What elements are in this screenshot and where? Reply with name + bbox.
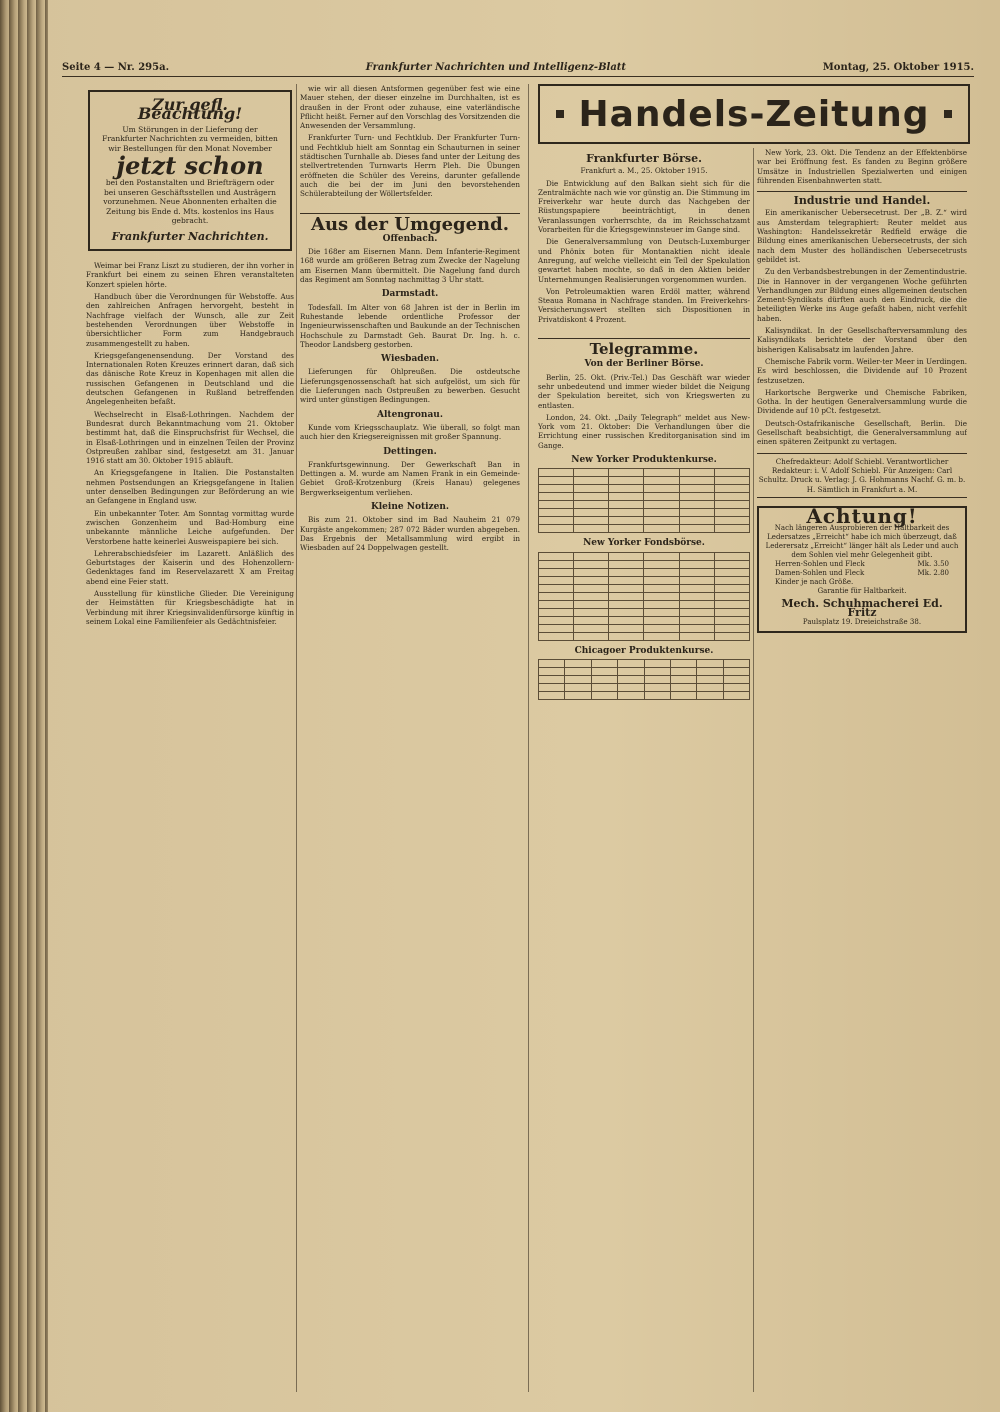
- table-cell: [644, 576, 679, 584]
- table-cell: [609, 600, 644, 608]
- table-cell: [609, 485, 644, 493]
- table-cell: [714, 517, 749, 525]
- table-cell: [644, 469, 679, 477]
- page-header: [62, 58, 974, 77]
- header-center: Frankfurter Nachrichten und Intelligenz-Blatt: [365, 61, 627, 73]
- price-value: Mk. 3.50: [917, 560, 949, 569]
- table-cell: [591, 675, 617, 683]
- table-cell: [609, 509, 644, 517]
- table-row: [539, 659, 750, 667]
- table-cell: [591, 683, 617, 691]
- table-cell: [574, 584, 609, 592]
- achtung-address: Paulsplatz 19. Dreieichstraße 38.: [802, 617, 922, 626]
- column-1-articles: [86, 261, 294, 626]
- table-cell: [670, 691, 696, 699]
- table-cell: [574, 592, 609, 600]
- ny-products-title: New Yorker Produktenkurse.: [571, 455, 717, 466]
- masthead-title: Handels-Zeitung: [578, 93, 930, 135]
- table-cell: [574, 485, 609, 493]
- table-cell: [618, 683, 644, 691]
- table-cell: [714, 584, 749, 592]
- table-cell: [644, 675, 670, 683]
- table-cell: [539, 485, 574, 493]
- table-row: [539, 576, 750, 584]
- table-cell: [714, 469, 749, 477]
- table-cell: [539, 683, 565, 691]
- handels-zeitung-masthead: [538, 84, 970, 144]
- table-cell: [539, 560, 574, 568]
- article-paragraph: Wechselrecht in Elsaß-Lothringen. Nachdem der Bundesrat durch Bekanntmachung vom 21. Oktober bestimmt hat, daß die Einspruchsfrist für Wechsel, die in Elsaß-Lothringen und in einzelnen Teilen der Provinz Ostpreußen zahlbar sind, festgesetzt am 31. Januar 1916 statt am 30. Oktober 1915 abläuft.: [86, 409, 294, 466]
- table-cell: [723, 667, 749, 675]
- table-cell: [618, 675, 644, 683]
- table-cell: [714, 608, 749, 616]
- table-cell: [679, 509, 714, 517]
- table-cell: [714, 485, 749, 493]
- town-heading: Darmstadt.: [381, 289, 439, 300]
- article-paragraph: Kalisyndikat. In der Gesellschafterversammlung des Kalisyndikats berichtete der Vorstand über den bisherigen Kalisabsatz im laufenden Jahre.: [757, 326, 967, 354]
- table-cell: [679, 576, 714, 584]
- table-cell: [539, 675, 565, 683]
- table-cell: [644, 552, 679, 560]
- table-cell: [539, 477, 574, 485]
- boerse-articles: [538, 179, 750, 324]
- table-cell: [539, 632, 574, 640]
- telegramme-subtitle: Von der Berliner Börse.: [584, 359, 704, 370]
- subscription-notice: [88, 90, 292, 251]
- notice-text-2: bei den Postanstalten und Briefträgern oder bei unseren Geschäftsstellen und Austrägern vorzunehmen. Neue Abonnenten erhalten die Zeitung bis Ende d. Mts. kostenlos ins Haus gebracht.: [103, 178, 277, 226]
- article-paragraph: Handbuch über die Verordnungen für Webstoffe. Aus den zahlreichen Anfragen hervorgeht, besteht in Nachfrage vielfach der Wunsch, alle zur Zeit bestehenden Verordnungen über Webstoffe in übersichtlicher Form zum Handgebrauch zusammengestellt zu haben.: [86, 292, 294, 348]
- price-row: [765, 569, 959, 578]
- table-cell: [574, 616, 609, 624]
- achtung-text: Nach längeren Ausprobieren der Haltbarkeit des Ledersatzes „Erreicht“ habe ich mich überzeugt, daß Lederersatz „Erreicht“ länger hält als Leder und auch dem Sohlen viel mehr Gelegenheit gibt.: [765, 524, 959, 560]
- table-row: [539, 683, 750, 691]
- article-paragraph: Die Entwicklung auf den Balkan sieht sich für die Zentralmächte nach wie vor günstig an. Die Stimmung im Freiverkehr war heute durch das Nachgeben der Rüstungspapiere beeinträchtigt, in denen Veranlassungen vorherrschte, da im Reichsschatzamt Vorarbeiten für die Kriegsgewinnsteuer im Gange sind.: [538, 178, 750, 235]
- table-cell: [670, 675, 696, 683]
- table-cell: [697, 691, 723, 699]
- table-cell: [723, 683, 749, 691]
- table-cell: [539, 691, 565, 699]
- telegramme-title: Telegramme.: [538, 338, 750, 354]
- table-cell: [644, 592, 679, 600]
- table-cell: [714, 477, 749, 485]
- table-cell: [574, 493, 609, 501]
- table-row: [539, 525, 750, 533]
- table-cell: [609, 560, 644, 568]
- table-cell: [574, 624, 609, 632]
- article-paragraph: Chemische Fabrik vorm. Weiler-ter Meer in Uerdingen. Es wird beschlossen, die Dividende auf 10 Prozent festzusetzen.: [757, 356, 967, 385]
- town-heading: Wiesbaden.: [381, 354, 439, 365]
- table-cell: [714, 525, 749, 533]
- article-paragraph: An Kriegsgefangene in Italien. Die Postanstalten nehmen Postsendungen an Kriegsgefangene in Italien unter denselben Bedingungen zur Beförderung an wie an Gefangene in England usw.: [86, 468, 294, 506]
- table-cell: [565, 691, 591, 699]
- table-row: [539, 509, 750, 517]
- table-cell: [618, 659, 644, 667]
- achtung-title: Achtung!: [806, 503, 918, 528]
- table-row: [539, 477, 750, 485]
- table-cell: [539, 493, 574, 501]
- article-paragraph: New York, 23. Okt. Die Tendenz an der Effektenbörse war bei Eröffnung fest. Es fanden zu Beginn größere Umsätze in Industriellen Spezialwerten und einigen führenden Eisenbahnwerten statt.: [757, 148, 967, 185]
- achtung-guarantee: Garantie für Haltbarkeit.: [817, 587, 907, 596]
- header-right: Montag, 25. Oktober 1915.: [822, 61, 974, 73]
- table-cell: [679, 517, 714, 525]
- table-cell: [644, 568, 679, 576]
- table-row: [539, 485, 750, 493]
- table-cell: [565, 659, 591, 667]
- article-paragraph: Ein unbekannter Toter. Am Sonntag vormittag wurde zwischen Gonzenheim und Bad-Homburg eine unbekannte männliche Leiche aufgefunden. Der Verstorbene hatte keinerlei Ausweispapiere bei sich.: [86, 508, 294, 546]
- table-cell: [644, 683, 670, 691]
- table-row: [539, 501, 750, 509]
- table-cell: [574, 600, 609, 608]
- umgegend-articles: [300, 235, 520, 553]
- ny-report: [757, 148, 967, 185]
- table-row: [539, 632, 750, 640]
- table-row: [539, 584, 750, 592]
- article-paragraph: Ausstellung für künstliche Glieder. Die Vereinigung der Heimstätten für Kriegsbeschädigte hat in Verbindung mit ihrer Kriegsinvalidenfürsorge künftig in seinem Lokal eine Familienfeier als Gedächtnisfeier.: [86, 588, 294, 626]
- table-cell: [609, 584, 644, 592]
- table-cell: [609, 592, 644, 600]
- table-cell: [679, 600, 714, 608]
- table-cell: [644, 659, 670, 667]
- table-row: [539, 691, 750, 699]
- masthead-ornament: [556, 110, 564, 118]
- price-label: Kinder je nach Größe.: [775, 578, 854, 587]
- table-cell: [574, 632, 609, 640]
- table-cell: [697, 683, 723, 691]
- masthead-ornament: [944, 110, 952, 118]
- notice-signature: Frankfurter Nachrichten.: [111, 229, 269, 243]
- article-paragraph: Ein amerikanischer Uebersecetrust. Der „B. Z.“ wird aus Amsterdam telegraphiert: Reuter meldet aus Washington: Handelssekretär Redfield erwäge die Bildung eines amerikanischen Uebersecetrusts, der sich nach dem Muster des holländischen Uebersecetrusts gebildet ist.: [757, 208, 967, 264]
- table-cell: [539, 608, 574, 616]
- table-row: [539, 560, 750, 568]
- table-cell: [679, 501, 714, 509]
- chicago-table: [538, 659, 750, 700]
- table-cell: [714, 632, 749, 640]
- table-cell: [539, 509, 574, 517]
- table-cell: [644, 632, 679, 640]
- article-paragraph: Weimar bei Franz Liszt zu studieren, der ihn vorher in Frankfurt bei einem zu seinen Ehren veranstalteten Konzert spielen hörte.: [86, 261, 294, 289]
- table-cell: [644, 616, 679, 624]
- table-cell: [714, 616, 749, 624]
- table-cell: [644, 624, 679, 632]
- table-cell: [679, 608, 714, 616]
- article-paragraph: Bis zum 21. Oktober sind im Bad Nauheim 21 079 Kurgäste angekommen; 287 072 Bäder wurden abgegeben. Das Ergebnis der Metallsammlung wird ergibt in Wiesbaden auf 24 Doppelwagen gestellt.: [300, 515, 520, 553]
- notice-big: jetzt schon: [116, 151, 264, 181]
- header-left: Seite 4 — Nr. 295a.: [62, 61, 170, 73]
- column-rule: [753, 148, 754, 1392]
- table-cell: [574, 501, 609, 509]
- table-row: [539, 616, 750, 624]
- article-paragraph: Die 168er am Eisernen Mann. Dem Infanterie-Regiment 168 wurde am größeren Betrag zum Zwecke der Nagelung am Eisernen Mann übermittelt. Die Nagelung fand durch das Regiment am Sonntag nachmittag 3 Uhr statt.: [300, 247, 520, 285]
- table-row: [539, 469, 750, 477]
- table-cell: [591, 667, 617, 675]
- boerse-dateline: Frankfurt a. M., 25. Oktober 1915.: [580, 166, 708, 176]
- column-rule: [296, 84, 297, 1392]
- table-cell: [574, 568, 609, 576]
- table-cell: [644, 501, 679, 509]
- article-paragraph: Deutsch-Ostafrikanische Gesellschaft, Berlin. Die Gesellschaft beabsichtigt, die Generalversammlung auf einen späteren Zeitpunkt zu vertagen.: [757, 418, 967, 447]
- table-cell: [644, 608, 679, 616]
- column-2-articles: [300, 84, 520, 199]
- table-cell: [539, 517, 574, 525]
- table-cell: [679, 632, 714, 640]
- table-cell: [644, 600, 679, 608]
- table-cell: [679, 469, 714, 477]
- price-label: Damen-Sohlen und Fleck: [775, 569, 865, 578]
- article-paragraph: Zu den Verbandsbestrebungen in der Zementindustrie. Die in Hannover in der vergangenen Woche geführten Verhandlungen zur Bildung eines allgemeinen deutschen Zement-Syndikats dürften auch den Eindruck, die die beteiligten Werke ins Auge gefaßt haben, nicht verfehlt haben.: [757, 267, 967, 323]
- article-paragraph: Frankfurter Turn- und Fechtklub. Der Frankfurter Turn- und Fechtklub hielt am Sonntag ein Schauturnen in seiner städtischen Turnhalle ab. Dieses fand unter der Leitung des stellvertretenden Turnwarts Herrn Pleh. Die Übungen eröffneten die Schüler des Vereins, darunter gefallende auch die bei der im Juni den bevorstehenden Schülerabteilung der Wöllertsfelder.: [300, 133, 520, 199]
- boerse-title: Frankfurter Börse.: [586, 152, 702, 165]
- table-cell: [679, 616, 714, 624]
- table-cell: [697, 659, 723, 667]
- table-cell: [609, 501, 644, 509]
- table-cell: [539, 576, 574, 584]
- table-cell: [574, 477, 609, 485]
- table-cell: [644, 493, 679, 501]
- town-heading: Dettingen.: [383, 446, 437, 457]
- table-cell: [714, 592, 749, 600]
- article-paragraph: Von Petroleumaktien waren Erdöl matter, während Steaua Romana in Nachfrage standen. Im Freiverkehrs-Versicherungswert stellten sich Dispositionen in Privatdiskont 4 Prozent.: [538, 286, 750, 324]
- table-cell: [723, 675, 749, 683]
- table-row: [539, 568, 750, 576]
- town-heading: Altengronau.: [377, 409, 443, 420]
- industrie-articles: [757, 208, 967, 446]
- table-cell: [714, 568, 749, 576]
- table-cell: [609, 632, 644, 640]
- table-cell: [591, 691, 617, 699]
- table-cell: [679, 568, 714, 576]
- achtung-firm: Mech. Schuhmacherei Ed. Fritz: [781, 597, 943, 620]
- telegramme-articles: [538, 373, 750, 450]
- table-cell: [574, 517, 609, 525]
- table-cell: [714, 552, 749, 560]
- table-cell: [714, 493, 749, 501]
- ny-stocks-table: [538, 552, 750, 641]
- table-cell: [539, 592, 574, 600]
- table-cell: [618, 691, 644, 699]
- table-cell: [609, 493, 644, 501]
- table-cell: [679, 624, 714, 632]
- table-cell: [723, 659, 749, 667]
- table-cell: [644, 517, 679, 525]
- table-cell: [609, 624, 644, 632]
- article-paragraph: Lehrerabschiedsfeier im Lazarett. Anläßlich des Geburtstages der Kaiserin und des Hohenzollern-Gedenktages fand im Reservelazarett X am Freitag abend eine Feier statt.: [86, 548, 294, 586]
- article-paragraph: Frankfurtsgewinnung. Der Gewerkschaft Ban in Dettingen a. M. wurde am Namen Frank in ein Gemeinde-Gebiet Groß-Krotzenburg (Kreis Hanau) gelegenes Bergwerkseigentum verliehen.: [300, 459, 520, 497]
- table-row: [539, 493, 750, 501]
- article-paragraph: Lieferungen für Ohlpreußen. Die ostdeutsche Lieferungsgenossenschaft hat sich aufgelöst, um sich für die Lieferungen nach Ostpreußen zu bewerben. Gesucht wird unter günstigen Bedingungen.: [300, 367, 520, 405]
- table-cell: [670, 667, 696, 675]
- table-cell: [714, 576, 749, 584]
- table-cell: [714, 624, 749, 632]
- table-cell: [539, 584, 574, 592]
- table-cell: [714, 501, 749, 509]
- column-4: [757, 148, 967, 1388]
- town-heading: Offenbach.: [382, 233, 438, 244]
- table-cell: [679, 485, 714, 493]
- table-row: [539, 608, 750, 616]
- town-heading: Kleine Notizen.: [370, 501, 450, 512]
- table-cell: [618, 667, 644, 675]
- industrie-title: Industrie und Handel.: [757, 191, 967, 205]
- table-cell: [565, 675, 591, 683]
- telegram-paragraph: London, 24. Okt. „Daily Telegraph“ meldet aus New-York vom 21. Oktober: Die Verhandlungen über die Errichtung einer russischen Kreditorganisation sind im Gange.: [538, 412, 750, 450]
- table-cell: [574, 469, 609, 477]
- table-cell: [565, 683, 591, 691]
- table-row: [539, 667, 750, 675]
- article-paragraph: Kriegsgefangenensendung. Der Vorstand des Internationalen Roten Kreuzes erinnert daran, daß sich das dänische Rote Kreuz in Kopenhagen mit allen die russischen Gefangenen in Deutschland und die deutschen Gefangenen in Rußland betreffenden Angelegenheiten befaßt.: [86, 350, 294, 407]
- table-cell: [697, 667, 723, 675]
- table-cell: [609, 477, 644, 485]
- table-cell: [539, 624, 574, 632]
- column-2: [300, 84, 520, 1384]
- table-cell: [539, 469, 574, 477]
- article-paragraph: Harkortsche Bergwerke und Chemische Fabriken, Gotha. In der heutigen Generalversammlung wurde die Dividende auf 10 pCt. festgesetzt.: [757, 387, 967, 416]
- ny-products-table: [538, 468, 750, 533]
- table-cell: [539, 600, 574, 608]
- table-cell: [574, 525, 609, 533]
- table-cell: [609, 576, 644, 584]
- price-row: [765, 560, 959, 569]
- table-row: [539, 552, 750, 560]
- table-cell: [697, 675, 723, 683]
- section-title-umgegend: Aus der Umgegend.: [300, 213, 520, 229]
- table-cell: [679, 584, 714, 592]
- article-paragraph: Die Generalversammlung von Deutsch-Luxemburger und Phönix boten für Montanaktien nicht ideale Anregung, auf welche vielleicht ein Teil der Spekulation gewartet haben mochte, so daß in den Aktien beider Unternehmungen Realisierungen vorgenommen wurden.: [538, 237, 750, 284]
- table-cell: [679, 592, 714, 600]
- table-cell: [539, 501, 574, 509]
- table-cell: [644, 485, 679, 493]
- table-cell: [609, 616, 644, 624]
- table-cell: [679, 552, 714, 560]
- table-cell: [609, 608, 644, 616]
- table-cell: [574, 560, 609, 568]
- table-cell: [609, 517, 644, 525]
- table-cell: [574, 552, 609, 560]
- table-row: [539, 592, 750, 600]
- table-cell: [539, 667, 565, 675]
- table-cell: [574, 509, 609, 517]
- table-cell: [591, 659, 617, 667]
- table-cell: [670, 659, 696, 667]
- ny-stocks-title: New Yorker Fondsbörse.: [583, 538, 705, 549]
- table-row: [539, 517, 750, 525]
- table-row: [539, 624, 750, 632]
- telegram-paragraph: Berlin, 25. Okt. (Priv.-Tel.) Das Geschäft war wieder sehr unbedeutend und immer wieder bildet die Neigung der Spekulation bereitet, sich von Kriegswerten zu entlasten.: [538, 372, 750, 410]
- table-cell: [714, 600, 749, 608]
- article-paragraph: Todesfall. Im Alter von 68 Jahren ist der in Berlin im Ruhestande lebende ordentliche Professor der Ingenieurwissenschaften und Baukunde an der Technischen Hochschule zu Darmstadt Geh. Baurat Dr. Ing. h. c. Theodor Landsberg gestorben.: [300, 302, 520, 349]
- table-cell: [609, 568, 644, 576]
- price-value: Mk. 2.80: [917, 569, 949, 578]
- table-cell: [714, 560, 749, 568]
- table-cell: [539, 568, 574, 576]
- table-cell: [723, 691, 749, 699]
- imprint: Chefredakteur: Adolf Schiebl. Verantwortlicher Redakteur: i. V. Adolf Schiebl. Für Anzeigen: Carl Schultz. Druck u. Verlag: J. G. Hohmanns Nachf. G. m. b. H. Sämtlich in Frankfurt a. M.: [757, 453, 967, 498]
- table-cell: [679, 525, 714, 533]
- table-cell: [539, 659, 565, 667]
- table-cell: [539, 552, 574, 560]
- table-cell: [539, 525, 574, 533]
- table-cell: [609, 525, 644, 533]
- table-row: [539, 600, 750, 608]
- table-cell: [644, 477, 679, 485]
- column-3: [538, 148, 750, 1388]
- table-cell: [565, 667, 591, 675]
- table-cell: [679, 560, 714, 568]
- table-cell: [539, 616, 574, 624]
- notice-text-1: Um Störungen in der Lieferung der Frankfurter Nachrichten zu vermeiden, bitten wir Bestellungen für den Monat November: [102, 124, 278, 153]
- price-row: [765, 578, 959, 587]
- table-cell: [644, 691, 670, 699]
- table-cell: [679, 493, 714, 501]
- binding-edge: [0, 0, 48, 1412]
- table-cell: [670, 683, 696, 691]
- chicago-title: Chicagoer Produktenkurse.: [574, 645, 714, 656]
- price-label: Herren-Sohlen und Fleck: [775, 560, 865, 569]
- column-1: [86, 84, 294, 1384]
- table-cell: [679, 477, 714, 485]
- table-cell: [644, 525, 679, 533]
- market-tables: [538, 456, 750, 700]
- table-cell: [714, 509, 749, 517]
- table-cell: [574, 608, 609, 616]
- table-row: [539, 675, 750, 683]
- notice-title: Zur gefl. Beachtung!: [137, 95, 243, 124]
- column-rule: [528, 84, 529, 1392]
- table-cell: [574, 576, 609, 584]
- table-cell: [644, 560, 679, 568]
- price-list: [765, 560, 959, 587]
- table-cell: [644, 509, 679, 517]
- article-paragraph: wie wir all diesen Antsformen gegenüber fest wie eine Mauer stehen, der dieser einzelne im Durchhalten, ist es draußen in der Front oder zuhause, eine vaterländische Pflicht heißt. Ferner auf den Vorschlag des Vorsitzenden die Anwesenden der Versammlung.: [300, 84, 520, 131]
- table-cell: [609, 469, 644, 477]
- table-cell: [644, 584, 679, 592]
- table-cell: [644, 667, 670, 675]
- achtung-advert: [757, 503, 967, 633]
- article-paragraph: Kunde vom Kriegsschauplatz. Wie überall, so folgt man auch hier den Kriegsereignissen mit großer Spannung.: [300, 422, 520, 442]
- table-cell: [609, 552, 644, 560]
